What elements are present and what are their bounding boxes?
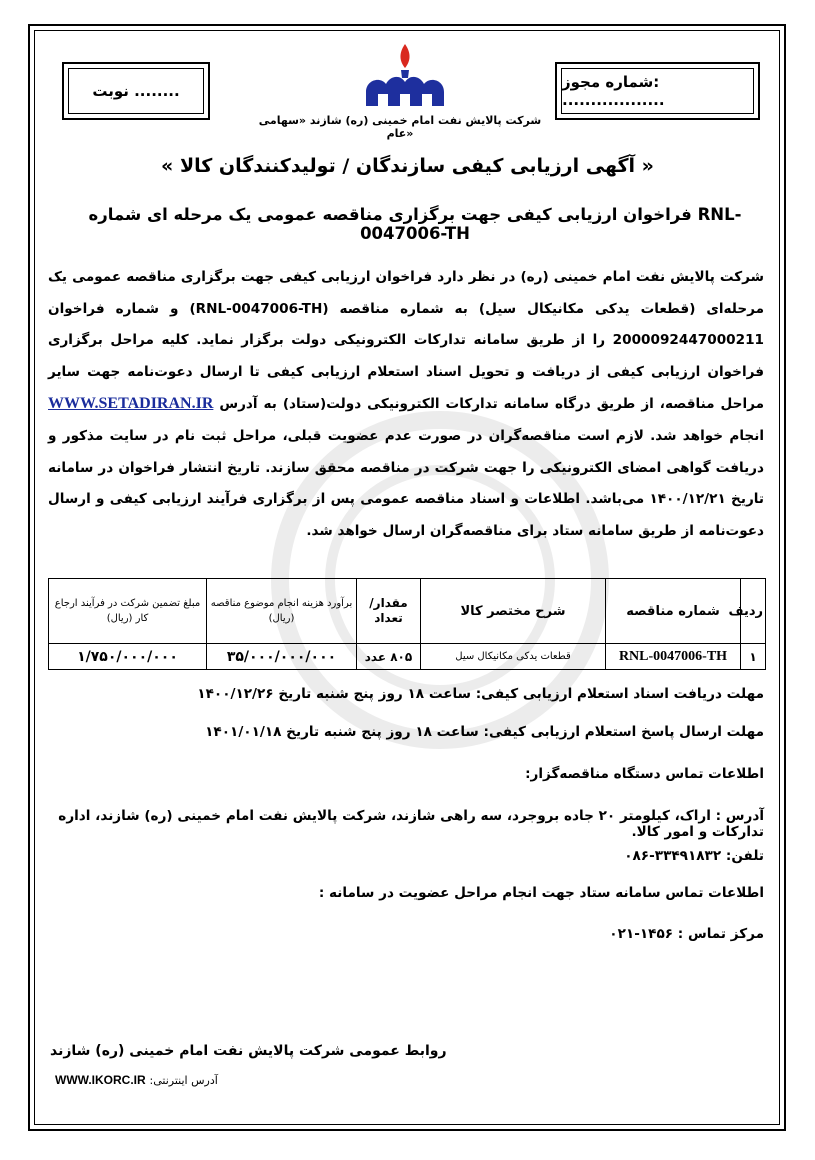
col-qty: مقدار/ تعداد xyxy=(357,579,421,644)
footer-web-url[interactable]: WWW.IKORC.IR xyxy=(55,1073,146,1087)
permit-label: شماره مجوز: .................. xyxy=(561,68,754,114)
deadline-submit: مهلت ارسال پاسخ استعلام ارزیابی کیفی: ساعت ۱۸ روز پنج شنبه تاریخ ۱۴۰۱/۰۱/۱۸ xyxy=(205,724,764,740)
cell-desc: قطعات یدکی مکانیکال سیل xyxy=(421,644,606,670)
col-estimate: برآورد هزینه انجام موضوع مناقصه (ریال) xyxy=(207,579,357,644)
contact-address: آدرس : اراک، کیلومتر ۲۰ جاده بروجرد، سه راهی شازند، شرکت پالایش نفت امام خمینی (ره) شازند، اداره تدارکات و امور کالا. xyxy=(58,808,764,840)
notice-subtitle: فراخوان ارزیابی کیفی جهت برگزاری مناقصه عمومی یک مرحله ای شماره RNL-0047006-TH xyxy=(88,205,742,243)
company-logo xyxy=(360,40,450,112)
turn-label: نوبت ........ xyxy=(68,68,204,114)
company-name: شرکت پالایش نفت امام خمینی (ره) شازند «سهامی عام» xyxy=(258,114,542,140)
cell-row: ۱ xyxy=(741,644,766,670)
footer-web xyxy=(55,1073,218,1087)
table-row xyxy=(49,644,766,670)
body-part1: شرکت پالایش نفت امام خمینی (ره) در نظر دارد فراخوان ارزیابی کیفی جهت برگزاری مناقصه عمومی یک مرحله‌ای (قطعات یدکی مکانیکال سیل) به شماره مناقصه (RNL-0047006-TH) و شماره فراخوان 2000092447000211 را از طریق سامانه تدارکات الکترونیکی دولت برگزار نماید. کلیه مراحل برگزاری فراخوان ارزیابی کیفی از دریافت و تحویل اسناد استعلام ارزیابی کیفی تا ارسال دعوت‌نامه جهت سایر مراحل مناقصه، از طریق درگاه سامانه تدارکات الکترونیکی دولت(ستاد) به آدرس xyxy=(48,269,764,413)
notice-body xyxy=(48,262,764,547)
deadline-receive: مهلت دریافت اسناد استعلام ارزیابی کیفی: ساعت ۱۸ روز پنج شنبه تاریخ ۱۴۰۰/۱۲/۲۶ xyxy=(197,686,764,702)
tender-table xyxy=(48,578,766,670)
turn-box xyxy=(62,62,210,120)
col-row: ردیف xyxy=(741,579,766,644)
permit-box xyxy=(555,62,760,120)
contact-heading: اطلاعات تماس دستگاه مناقصه‌گزار: xyxy=(525,766,764,782)
contact-phone: تلفن: ۳۳۴۹۱۸۳۲-۰۸۶ xyxy=(624,848,764,864)
col-tender-no: شماره مناقصه xyxy=(606,579,741,644)
col-desc: شرح مختصر کالا xyxy=(421,579,606,644)
col-guarantee: مبلغ تضمین شرکت در فرآیند ارجاع کار (ریال) xyxy=(49,579,207,644)
cell-qty: ۸۰۵ عدد xyxy=(357,644,421,670)
setad-link[interactable]: WWW.SETADIRAN.IR xyxy=(48,395,214,413)
cell-guarantee: ۱/۷۵۰/۰۰۰/۰۰۰ xyxy=(49,644,207,670)
footer-web-label: آدرس اینترنتی: xyxy=(149,1074,218,1087)
footer-org: روابط عمومی شرکت پالایش نفت امام خمینی (ره) شازند xyxy=(50,1043,447,1059)
notice-title: « آگهی ارزیابی کیفی سازندگان / تولیدکنندگان کالا » xyxy=(161,155,654,177)
setad-contact-heading: اطلاعات تماس سامانه ستاد جهت انجام مراحل عضویت در سامانه : xyxy=(318,885,764,901)
cell-estimate: ۳۵/۰۰۰/۰۰۰/۰۰۰ xyxy=(207,644,357,670)
table-header-row xyxy=(49,579,766,644)
setad-call-center: مرکز تماس : ۱۴۵۶-۰۲۱ xyxy=(609,926,764,942)
body-part2: انجام خواهد شد. لازم است مناقصه‌گران در صورت عدم عضویت قبلی، مراحل ثبت نام در سایت مذکور و دریافت گواهی امضای الکترونیکی را جهت شرکت در مناقصه محقق سازند. تاریخ انتشار فراخوان در سامانه تاریخ ۱۴۰۰/۱۲/۲۱ می‌باشد. اطلاعات و اسناد مناقصه عمومی پس از برگزاری فرآیند ارزیابی کیفی و ارسال دعوت‌نامه از طریق سامانه ستاد برای مناقصه‌گران ارسال خواهد شد. xyxy=(48,427,764,539)
cell-tender-no: RNL-0047006-TH xyxy=(606,644,741,670)
